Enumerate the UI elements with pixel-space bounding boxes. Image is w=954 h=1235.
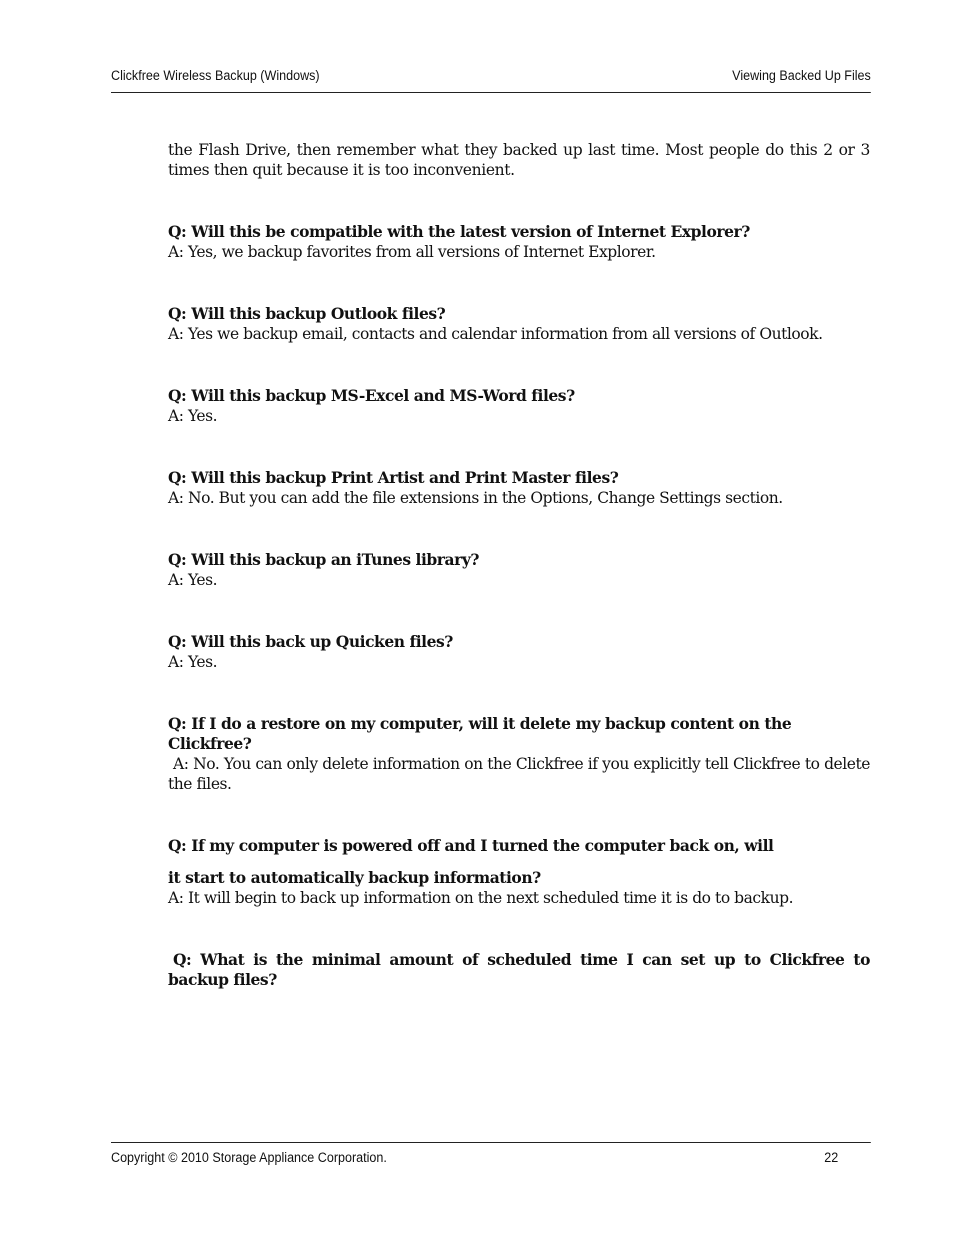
page-footer bbox=[111, 1142, 871, 1165]
faq-question: Q: If my computer is powered off and I turned the computer back on, will bbox=[168, 836, 774, 855]
faq-question: Q: Will this backup Print Artist and Print Master files? bbox=[168, 468, 619, 487]
faq-question: Q: If I do a restore on my computer, will it delete my backup content on the Clickfree? bbox=[168, 714, 792, 753]
faq-item bbox=[168, 714, 870, 794]
page-header bbox=[111, 66, 871, 93]
page-number: 22 bbox=[824, 1150, 839, 1165]
header-section-title: Viewing Backed Up Files bbox=[732, 68, 871, 83]
faq-question-continued: it start to automatically backup information? bbox=[168, 868, 541, 887]
faq-item bbox=[168, 304, 870, 344]
faq-answer: A: Yes we backup email, contacts and calendar information from all versions of Outlook. bbox=[168, 325, 823, 343]
faq-question: Q: Will this backup Outlook files? bbox=[168, 304, 446, 323]
page-body bbox=[168, 140, 870, 990]
faq-item bbox=[168, 836, 870, 908]
faq-answer: A: Yes, we backup favorites from all versions of Internet Explorer. bbox=[168, 243, 656, 261]
faq-answer: A: No. You can only delete information on the Clickfree if you explicitly tell Clickfree to delete the files. bbox=[168, 755, 870, 793]
faq-answer: A: It will begin to back up information on the next scheduled time it is do to backup. bbox=[168, 889, 794, 907]
faq-item bbox=[168, 550, 870, 590]
faq-item bbox=[168, 468, 870, 508]
footer-copyright: Copyright © 2010 Storage Appliance Corporation. bbox=[111, 1150, 387, 1165]
faq-item bbox=[168, 632, 870, 672]
faq-question: Q: What is the minimal amount of scheduled time I can set up to Clickfree to backup files? bbox=[168, 950, 870, 989]
header-document-title: Clickfree Wireless Backup (Windows) bbox=[111, 68, 320, 83]
faq-item bbox=[168, 222, 870, 262]
intro-paragraph: the Flash Drive, then remember what they backed up last time. Most people do this 2 or 3 times then quit because it is too inconvenient. bbox=[168, 141, 870, 179]
faq-answer: A: Yes. bbox=[168, 571, 218, 589]
faq-question: Q: Will this be compatible with the latest version of Internet Explorer? bbox=[168, 222, 750, 241]
faq-question: Q: Will this backup MS-Excel and MS-Word files? bbox=[168, 386, 575, 405]
faq-question: Q: Will this back up Quicken files? bbox=[168, 632, 453, 651]
faq-item bbox=[168, 950, 870, 990]
faq-question: Q: Will this backup an iTunes library? bbox=[168, 550, 480, 569]
faq-item bbox=[168, 386, 870, 426]
faq-answer: A: Yes. bbox=[168, 653, 218, 671]
faq-answer: A: Yes. bbox=[168, 407, 218, 425]
faq-answer: A: No. But you can add the file extensions in the Options, Change Settings section. bbox=[168, 489, 783, 507]
